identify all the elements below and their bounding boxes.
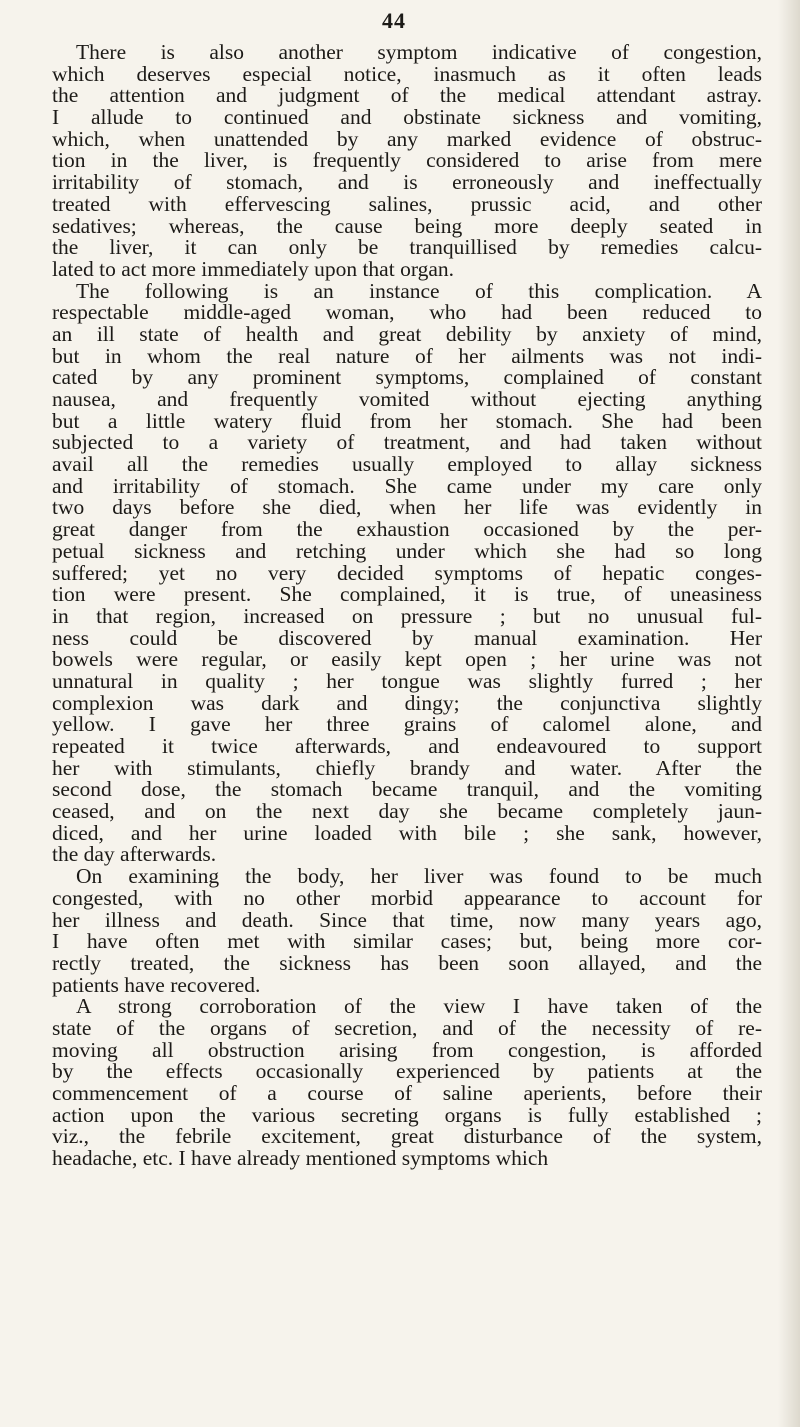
text-line: I have often met with similar cases; but, being more cor- xyxy=(52,929,762,954)
text-line: rectly treated, the sickness has been soon allayed, and the xyxy=(52,950,762,975)
text-line: two days before she died, when her life was evidently in xyxy=(52,495,762,520)
text-line: the attention and judgment of the medical attendant astray. xyxy=(52,83,762,108)
text-line: and irritability of stomach. She came under my care only xyxy=(52,473,762,498)
text-line: respectable middle-aged woman, who had been reduced to xyxy=(52,300,762,325)
text-line: viz., the febrile excitement, great disturbance of the system, xyxy=(52,1124,762,1149)
text-line: second dose, the stomach became tranquil, and the vomiting xyxy=(52,777,762,802)
text-line: the liver, it can only be tranquillised by remedies calcu- xyxy=(52,235,762,260)
text-line: congested, with no other morbid appearance to account for xyxy=(52,885,762,910)
text-line: by the effects occasionally experienced by patients at the xyxy=(52,1059,762,1084)
paragraph xyxy=(52,278,762,867)
paragraph xyxy=(52,996,762,1170)
text-line: nausea, and frequently vomited without ejecting anything xyxy=(52,387,762,411)
text-line: There is also another symptom indicative of congestion, xyxy=(76,40,762,64)
page-number: 44 xyxy=(382,8,406,33)
text-line: A strong corroboration of the view I have taken of the xyxy=(76,994,762,1019)
text-line: ceased, and on the next day she became completely jaun- xyxy=(52,799,762,824)
text-line: ness could be discovered by manual examination. Her xyxy=(52,625,762,650)
text-line: action upon the various secreting organs is fully established ; xyxy=(52,1102,762,1127)
text-line: the day afterwards. xyxy=(52,842,217,867)
text-line: petual sickness and retching under which she had so long xyxy=(52,538,762,563)
text-line: complexion was dark and dingy; the conjunctiva slightly xyxy=(52,690,762,715)
text-line: tion in the liver, is frequently considered to arise from mere xyxy=(52,148,762,173)
text-line: lated to act more immediately upon that organ. xyxy=(52,256,455,281)
text-line: moving all obstruction arising from congestion, is afforded xyxy=(52,1037,762,1062)
text-line: commencement of a course of saline aperients, before their xyxy=(52,1081,762,1105)
text-line: but a little watery fluid from her stomach. She had been xyxy=(52,408,762,433)
text-line: On examining the body, her liver was found to be much xyxy=(76,864,762,889)
text-line: yellow. I gave her three grains of calomel alone, and xyxy=(52,712,762,737)
text-line: subjected to a variety of treatment, and had taken without xyxy=(52,430,762,455)
text-line: which deserves especial notice, inasmuch as it often leads xyxy=(52,61,762,86)
text-line: unnatural in quality ; her tongue was slightly furred ; her xyxy=(52,668,762,693)
text-line: headache, etc. I have already mentioned symptoms which xyxy=(52,1146,549,1171)
text-line: avail all the remedies usually employed to allay sickness xyxy=(52,452,762,477)
body-text xyxy=(52,42,762,1170)
text-line: state of the organs of secretion, and of the necessity of re- xyxy=(52,1015,762,1040)
text-line: in that region, increased on pressure ; but no unusual ful- xyxy=(52,603,762,628)
text-line: but in whom the real nature of her ailments was not indi- xyxy=(52,343,762,368)
text-line: repeated it twice afterwards, and endeavoured to support xyxy=(52,734,762,758)
text-line: treated with effervescing salines, prussic acid, and other xyxy=(52,191,762,216)
text-line: her with stimulants, chiefly brandy and water. After the xyxy=(52,755,762,780)
text-line: irritability of stomach, and is erroneously and ineffectually xyxy=(52,170,762,195)
text-line: sedatives; whereas, the cause being more deeply seated in xyxy=(52,213,762,238)
text-line: an ill state of health and great debility by anxiety of mind, xyxy=(52,321,762,346)
text-line: which, when unattended by any marked evidence of obstruc- xyxy=(52,126,762,151)
text-line: cated by any prominent symptoms, complained of constant xyxy=(52,365,762,390)
text-line: The following is an instance of this complication. A xyxy=(76,278,762,303)
text-line: tion were present. She complained, it is true, of uneasiness xyxy=(52,582,762,607)
text-line: I allude to continued and obstinate sickness and vomiting, xyxy=(52,105,762,130)
text-line: diced, and her urine loaded with bile ; she sank, however, xyxy=(52,820,762,845)
page-edge-shadow xyxy=(778,0,800,1427)
paragraph xyxy=(52,866,762,996)
text-line: bowels were regular, or easily kept open ; her urine was not xyxy=(52,647,762,672)
text-line: suffered; yet no very decided symptoms of hepatic conges- xyxy=(52,560,762,585)
text-line: her illness and death. Since that time, now many years ago, xyxy=(52,907,762,932)
text-line: patients have recovered. xyxy=(52,972,261,997)
paragraph xyxy=(52,42,762,281)
text-line: great danger from the exhaustion occasioned by the per- xyxy=(52,517,762,542)
